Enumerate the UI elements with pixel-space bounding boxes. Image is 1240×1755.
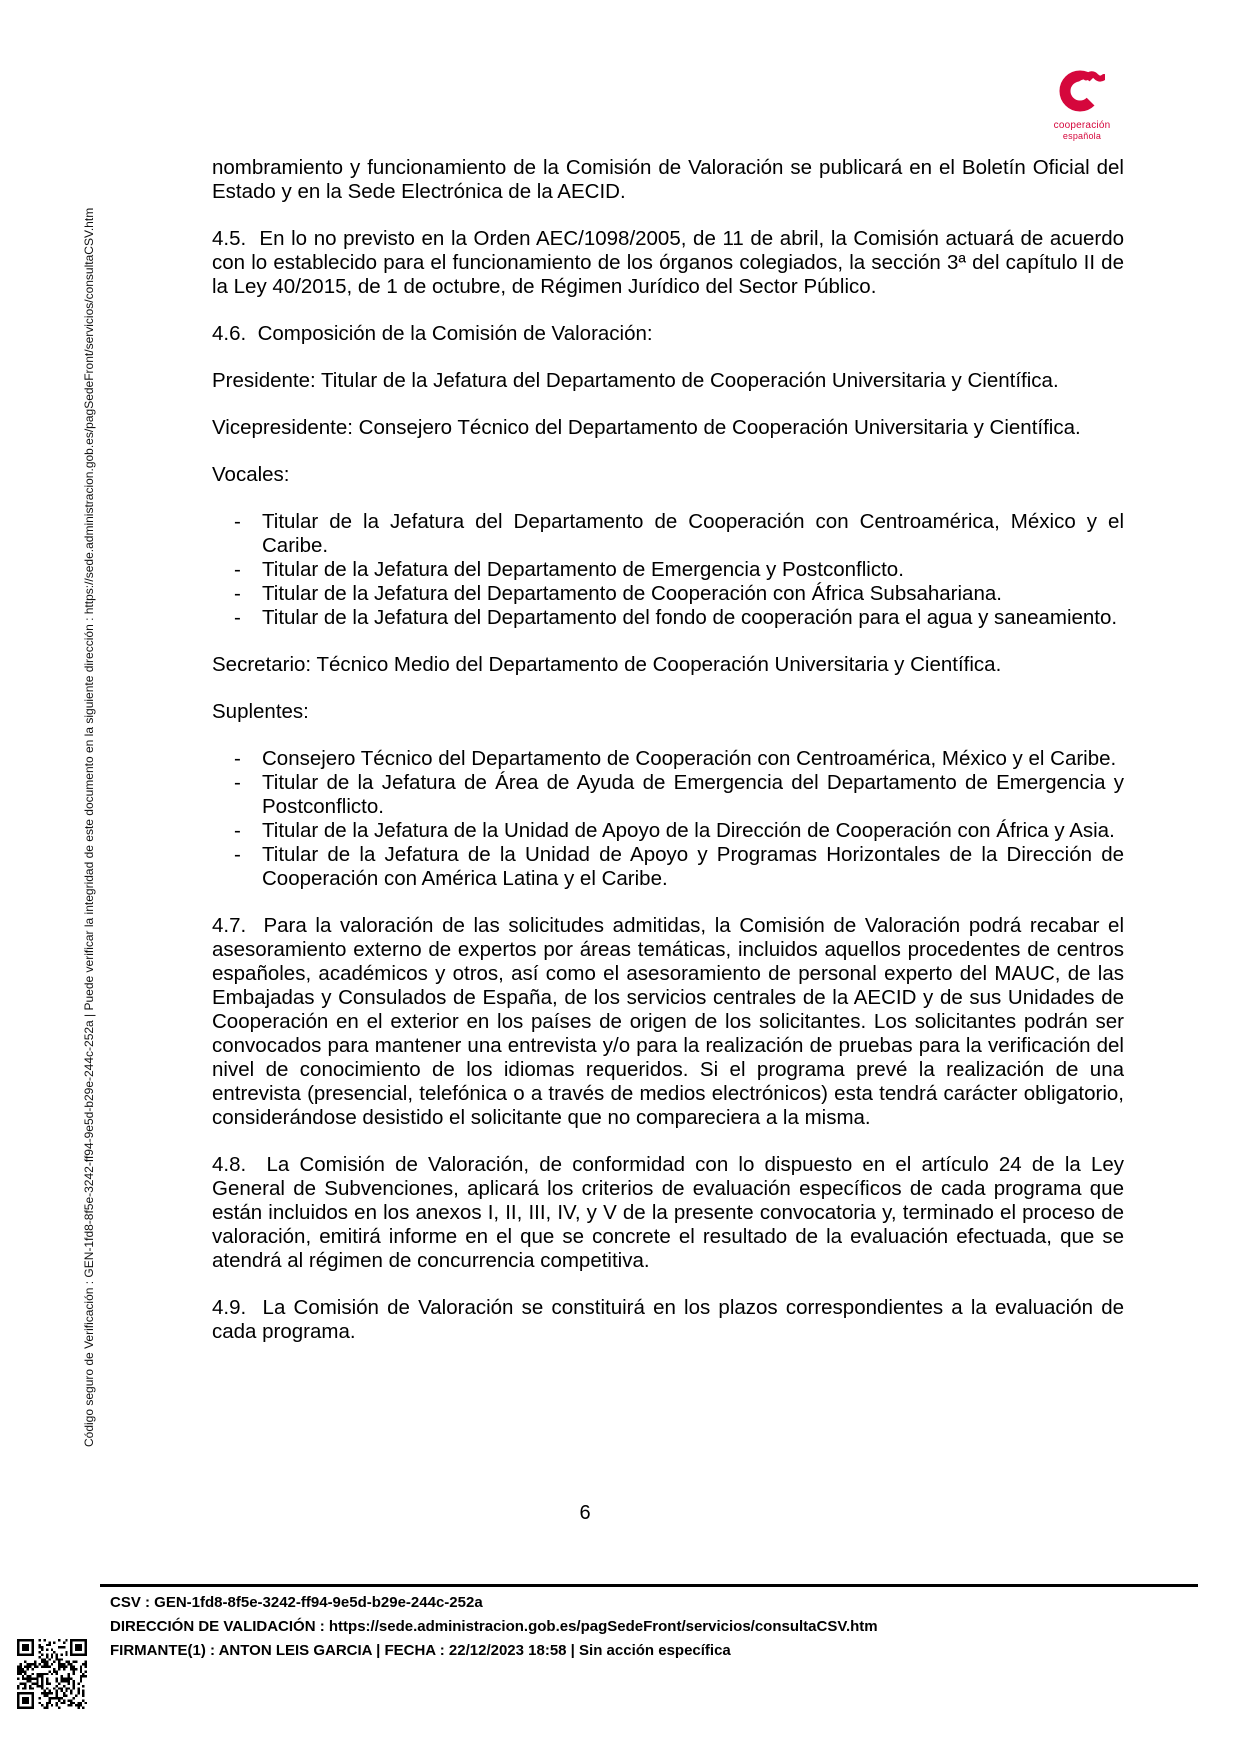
paragraph-vicepresidente: Vicepresidente: Consejero Técnico del Departamento de Cooperación Universitaria y Científica. <box>212 416 1081 439</box>
list-item-text: Titular de la Jefatura del Departamento del fondo de cooperación para el agua y saneamiento. <box>262 606 1118 629</box>
logo-c-wave-icon <box>1059 66 1105 116</box>
qr-code <box>17 1638 87 1715</box>
list-item-text: Titular de la Jefatura de Área de Ayuda de Emergencia del Departamento de Emergencia y Postconflicto. <box>262 771 1124 818</box>
paragraph-4-7: 4.7. Para la valoración de las solicitudes admitidas, la Comisión de Valoración podrá recabar el asesoramiento externo de expertos por áreas temáticas, incluidos aquellos procedentes de centros españoles, académicos y otros, así como el asesoramiento de personal experto del MAUC, de las Embajadas y Consulados de España, de los servicios centrales de la AECID y de sus Unidades de Cooperación en el exterior en los países de origen de los solicitantes. Los solicitantes podrán ser convocados para mantener una entrevista y/o para la realización de pruebas para la verificación del nivel de conocimiento de los idiomas requeridos. Si el programa prevé la realización de una entrevista (presencial, telefónica o a través de medios electrónicos) esta tendrá carácter obligatorio, considerándose desistido el solicitante que no compareciera a la misma. <box>212 914 1124 1129</box>
logo-text-cooperacion: cooperación <box>1053 120 1111 131</box>
list-item <box>234 747 1124 771</box>
cooperacion-espanola-logo <box>1038 66 1126 141</box>
list-item-text: Titular de la Jefatura de la Unidad de Apoyo y Programas Horizontales de la Dirección de Cooperación con América Latina y el Caribe. <box>262 843 1124 890</box>
bullet-dash: - <box>234 582 241 605</box>
footer-csv: CSV : GEN-1fd8-8f5e-3242-ff94-9e5d-b29e-244c-252a <box>110 1594 483 1611</box>
footer-divider <box>100 1584 1198 1587</box>
bullet-dash: - <box>234 771 241 794</box>
bullet-dash: - <box>234 606 241 629</box>
document-body <box>212 156 1124 1367</box>
list-item <box>234 843 1124 891</box>
bullet-dash: - <box>234 843 241 866</box>
list-item <box>234 510 1124 558</box>
list-item <box>234 819 1124 843</box>
footer-block <box>110 1591 1200 1663</box>
list-item <box>234 606 1124 630</box>
vocales-list <box>212 510 1124 630</box>
qr-code-icon <box>17 1638 87 1710</box>
footer-signer: FIRMANTE(1) : ANTON LEIS GARCIA | FECHA : 22/12/2023 18:58 | Sin acción específica <box>110 1642 731 1659</box>
paragraph-4-5: 4.5. En lo no previsto en la Orden AEC/1098/2005, de 11 de abril, la Comisión actuará de acuerdo con lo establecido para el funcionamiento de los órganos colegiados, la sección 3ª del capítulo II de la Ley 40/2015, de 1 de octubre, de Régimen Jurídico del Sector Público. <box>212 227 1124 298</box>
paragraph-presidente: Presidente: Titular de la Jefatura del Departamento de Cooperación Universitaria y Científica. <box>212 369 1059 392</box>
heading-4-6: 4.6. Composición de la Comisión de Valoración: <box>212 322 653 345</box>
list-item <box>234 558 1124 582</box>
list-item-text: Titular de la Jefatura del Departamento de Cooperación con África Subsahariana. <box>262 582 1002 605</box>
bullet-dash: - <box>234 819 241 842</box>
paragraph-4-8: 4.8. La Comisión de Valoración, de conformidad con lo dispuesto en el artículo 24 de la Ley General de Subvenciones, aplicará los criterios de evaluación específicos de cada programa que están incluidos en los anexos I, II, III, IV, y V de la presente convocatoria y, terminado el proceso de valoración, emitirá informe en el que se concrete el resultado de la evaluación efectuada, que se atendrá al régimen de concurrencia competitiva. <box>212 1153 1124 1272</box>
list-item-text: Consejero Técnico del Departamento de Cooperación con Centroamérica, México y el Caribe. <box>262 747 1117 770</box>
list-item <box>234 582 1124 606</box>
footer-validation-url: DIRECCIÓN DE VALIDACIÓN : https://sede.administracion.gob.es/pagSedeFront/servicios/consultaCSV.htm <box>110 1618 878 1635</box>
paragraph-4-9: 4.9. La Comisión de Valoración se constituirá en los plazos correspondientes a la evaluación de cada programa. <box>212 1296 1124 1343</box>
list-item-text: Titular de la Jefatura de la Unidad de Apoyo de la Dirección de Cooperación con África y Asia. <box>262 819 1115 842</box>
bullet-dash: - <box>234 558 241 581</box>
list-item-text: Titular de la Jefatura del Departamento de Emergencia y Postconflicto. <box>262 558 904 581</box>
bullet-dash: - <box>234 747 241 770</box>
logo-text-espanola: española <box>1062 131 1102 141</box>
paragraph-intro: nombramiento y funcionamiento de la Comisión de Valoración se publicará en el Boletín Oficial del Estado y en la Sede Electrónica de la AECID. <box>212 156 1124 203</box>
csv-sidebar-text: Código seguro de Verificación : GEN-1fd8-8f5e-3242-ff94-9e5d-b29e-244c-252a | Puede verificar la integridad de este documento en la siguiente dirección : https://sede.administracion.gob.es/pagSedeFront/servicios/consultaCSV.htm <box>82 207 96 1447</box>
list-item-text: Titular de la Jefatura del Departamento de Cooperación con Centroamérica, México y el Caribe. <box>262 510 1124 557</box>
label-suplentes: Suplentes: <box>212 700 309 723</box>
label-vocales: Vocales: <box>212 463 290 486</box>
list-item <box>234 771 1124 819</box>
bullet-dash: - <box>234 510 241 533</box>
paragraph-secretario: Secretario: Técnico Medio del Departamento de Cooperación Universitaria y Científica. <box>212 653 1002 676</box>
suplentes-list <box>212 747 1124 891</box>
page-number: 6 <box>579 1502 591 1524</box>
